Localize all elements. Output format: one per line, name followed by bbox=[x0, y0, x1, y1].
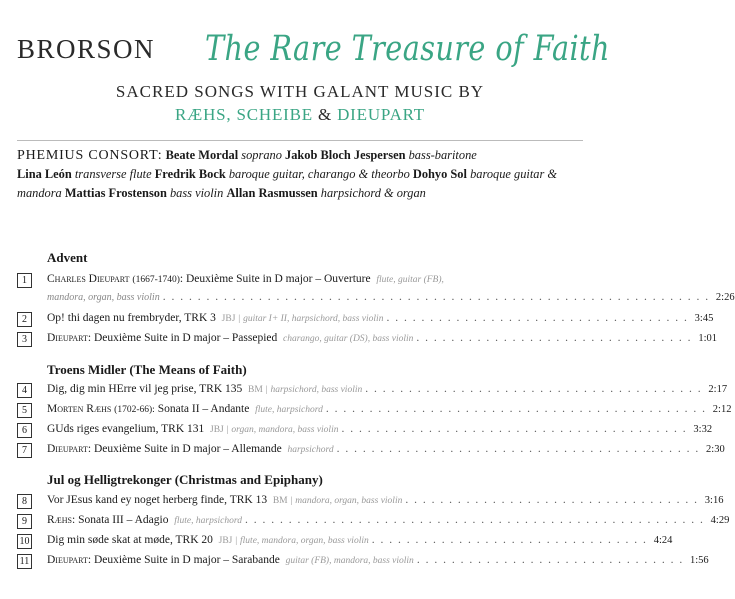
track-title: Sonata II – Andante bbox=[157, 403, 250, 415]
brand-title: BRORSON bbox=[17, 34, 156, 64]
track-number: 4 bbox=[17, 383, 32, 398]
leader-dots: . . . . . . . . . . . . . . . . . . . . . . . . . . . . . . . . . . bbox=[405, 494, 699, 506]
track-instruments: guitar I+ II, harpsichord, bass violin bbox=[243, 314, 384, 324]
credits bbox=[17, 146, 587, 203]
ensemble-name: PHEMIUS CONSORT: bbox=[17, 148, 163, 163]
leader-dots: . . . . . . . . . . . . . . . . . . . . . . . . . . . . . . . . . . . . . . . . . . . . . . . . . . . . . . . . . . . . . . . bbox=[162, 291, 710, 303]
performer-role: bass-baritone bbox=[408, 148, 477, 162]
track-row: Dig, dig min HErre vil jeg prise, TRK 135 BM | harpsichord, bass violin . . . . . . . . . . . . . . . . . . . . . . . . . . . . . . . . . . . . . . . 2:17 bbox=[47, 383, 728, 395]
track-row: Charles Dieupart (1667-1740): Deuxième Suite in D major – Ouverture flute, guitar (FB), bbox=[47, 273, 444, 285]
track-instruments: flute, harpsichord bbox=[255, 405, 323, 415]
track-instruments-cont: mandora, organ, bass violin bbox=[47, 292, 160, 303]
composer: Dieupart: bbox=[47, 332, 92, 344]
track-number: 10 bbox=[17, 534, 32, 549]
track-number: 2 bbox=[17, 312, 32, 327]
section-title: Advent bbox=[47, 250, 88, 265]
track-number: 9 bbox=[17, 514, 32, 529]
track-row bbox=[47, 403, 732, 415]
singer: JBJ bbox=[210, 425, 224, 435]
singer: JBJ bbox=[218, 536, 233, 546]
composer-years: (1702-66): bbox=[114, 405, 155, 415]
track-row bbox=[47, 514, 730, 526]
track-title: Op! thi dagen nu frembryder, TRK 3 bbox=[47, 312, 216, 324]
composer: Ræhs: bbox=[47, 514, 76, 526]
track-number: 3 bbox=[17, 332, 32, 347]
performer-name: Fredrik Bock bbox=[154, 167, 226, 181]
section-title: Jul og Helligtrekonger (Christmas and Epiphany) bbox=[47, 472, 323, 487]
track-time: 1:01 bbox=[698, 333, 717, 344]
track-time: 2:17 bbox=[708, 384, 728, 395]
track-row-continued bbox=[47, 291, 735, 303]
track-title: GUds riges evangelium, TRK 131 bbox=[47, 423, 205, 435]
leader-dots: . . . . . . . . . . . . . . . . . . . . . . . . . . . . . . . bbox=[416, 554, 684, 566]
performer-name: Jakob Bloch Jespersen bbox=[285, 148, 406, 162]
composer: Dieupart: bbox=[47, 443, 92, 455]
track-title: Dig min søde skat at møde, TRK 20 bbox=[47, 534, 213, 546]
track-number: 6 bbox=[17, 423, 32, 438]
track-instruments: harpsichord, bass violin bbox=[270, 385, 363, 395]
composer-last: DIEUPART bbox=[337, 105, 425, 124]
track-instruments: guitar (FB), mandora, bass violin bbox=[285, 556, 414, 566]
leader-dots: . . . . . . . . . . . . . . . . . . . . . . . . . . . . . . . . . . . bbox=[386, 312, 689, 324]
track-row: GUds riges evangelium, TRK 131 JBJ | organ, mandora, bass violin . . . . . . . . . . . . . . . . . . . . . . . . . . . . . . . . . . . . . . . . 3:32 bbox=[47, 423, 713, 435]
track-number: 5 bbox=[17, 403, 32, 418]
composer: Dieupart: bbox=[47, 554, 92, 566]
leader-dots: . . . . . . . . . . . . . . . . . . . . . . . . . . . . . . . . . . . . . . . bbox=[365, 383, 703, 395]
track-time: 2:12 bbox=[712, 404, 732, 415]
leader-dots: . . . . . . . . . . . . . . . . . . . . . . . . . . . . . . . . . . . . . . . . . . . . bbox=[325, 403, 707, 415]
track-row bbox=[47, 332, 717, 344]
track-row bbox=[47, 554, 709, 566]
leader-dots: . . . . . . . . . . . . . . . . . . . . . . . . . . . . . . . . bbox=[371, 534, 648, 546]
leader-dots: . . . . . . . . . . . . . . . . . . . . . . . . . . . . . . . . . . . . . . . . . . . . . . . . . . . . . bbox=[244, 514, 705, 526]
leader-dots: . . . . . . . . . . . . . . . . . . . . . . . . . . . . . . . . . . . . . . . . bbox=[341, 423, 688, 435]
track-number: 7 bbox=[17, 443, 32, 458]
performer-name: Dohyo Sol bbox=[412, 167, 467, 181]
singer: BM bbox=[272, 496, 288, 506]
track-title: Dig, dig min HErre vil jeg prise, TRK 135 bbox=[47, 383, 243, 395]
track-time: 3:32 bbox=[693, 424, 713, 435]
performer-name: Lina León bbox=[17, 167, 72, 181]
composer-list bbox=[0, 105, 600, 125]
track-title: Vor JEsus kand ey noget herberg finde, TRK 13 bbox=[47, 494, 268, 506]
track-time: 3:45 bbox=[694, 313, 714, 324]
album-title: The Rare Treasure of Faith bbox=[205, 29, 610, 69]
singer: BM bbox=[248, 385, 263, 395]
performer-role: bass violin bbox=[169, 186, 224, 200]
composer: Morten Ræhs bbox=[47, 403, 112, 415]
track-instruments: organ, mandora, bass violin bbox=[231, 425, 339, 435]
performer-name: Beate Mordal bbox=[165, 148, 239, 162]
performer-role: baroque guitar & mandora bbox=[17, 167, 558, 200]
track-time: 2:30 bbox=[706, 444, 725, 455]
track-row: Vor JEsus kand ey noget herberg finde, TRK 13 BM | mandora, organ, bass violin . . . . . . . . . . . . . . . . . . . . . . . . . . . . . . . . . . 3:16 bbox=[47, 494, 724, 506]
track-number: 8 bbox=[17, 494, 32, 509]
composer-last: Dieupart bbox=[88, 273, 130, 285]
singer: JBJ bbox=[221, 314, 236, 324]
section-title: Troens Midler (The Means of Faith) bbox=[47, 362, 247, 377]
track-title: Deuxième Suite in D major – Passepied bbox=[93, 332, 278, 344]
track-row: Dig min søde skat at møde, TRK 20 JBJ | flute, mandora, organ, bass violin . . . . . . . . . . . . . . . . . . . . . . . . . . . . . . . . 4:24 bbox=[47, 534, 673, 546]
track-instruments: charango, guitar (DS), bass violin bbox=[283, 334, 414, 344]
track-time: 3:16 bbox=[704, 495, 724, 506]
ampersand: & bbox=[318, 105, 333, 124]
track-time: 1:56 bbox=[690, 555, 709, 566]
album-subtitle: SACRED SONGS WITH GALANT MUSIC BY bbox=[115, 82, 485, 101]
track-title: Deuxième Suite in D major – Ouverture bbox=[186, 273, 371, 285]
composer-years: (1667-1740) bbox=[132, 275, 180, 285]
track-time: 4:24 bbox=[653, 535, 673, 546]
track-time: 2:26 bbox=[715, 292, 735, 303]
leader-dots: . . . . . . . . . . . . . . . . . . . . . . . . . . . . . . . . bbox=[416, 332, 692, 344]
performer-role: soprano bbox=[241, 148, 282, 162]
leader-dots: . . . . . . . . . . . . . . . . . . . . . . . . . . . . . . . . . . . . . . . . . . bbox=[336, 443, 700, 455]
track-title: Deuxième Suite in D major – Sarabande bbox=[93, 554, 280, 566]
track-title: Deuxième Suite in D major – Allemande bbox=[93, 443, 282, 455]
track-instruments: harpsichord bbox=[287, 445, 334, 455]
track-row bbox=[47, 443, 725, 455]
performer-name: Allan Rasmussen bbox=[226, 186, 318, 200]
track-row: Op! thi dagen nu frembryder, TRK 3 JBJ | guitar I+ II, harpsichord, bass violin . . . . . . . . . . . . . . . . . . . . . . . . . . . . . . . . . . . 3:45 bbox=[47, 312, 714, 324]
track-instruments: flute, guitar (FB), bbox=[376, 275, 444, 285]
track-number: 1 bbox=[17, 273, 32, 288]
track-title: Sonata III – Adagio bbox=[78, 514, 169, 526]
performer-role: baroque guitar, charango & theorbo bbox=[228, 167, 410, 181]
performer-name: Mattias Frostenson bbox=[64, 186, 167, 200]
performer-role: harpsichord & organ bbox=[320, 186, 426, 200]
track-instruments: flute, mandora, organ, bass violin bbox=[240, 536, 369, 546]
performer-role: transverse flute bbox=[74, 167, 152, 181]
track-instruments: flute, harpsichord bbox=[174, 516, 242, 526]
track-number: 11 bbox=[17, 554, 32, 569]
track-time: 4:29 bbox=[710, 515, 730, 526]
composer-names: RÆHS, SCHEIBE bbox=[175, 105, 313, 124]
track-instruments: mandora, organ, bass violin bbox=[295, 496, 403, 506]
divider bbox=[17, 140, 583, 141]
composer-first: Charles bbox=[47, 273, 86, 285]
